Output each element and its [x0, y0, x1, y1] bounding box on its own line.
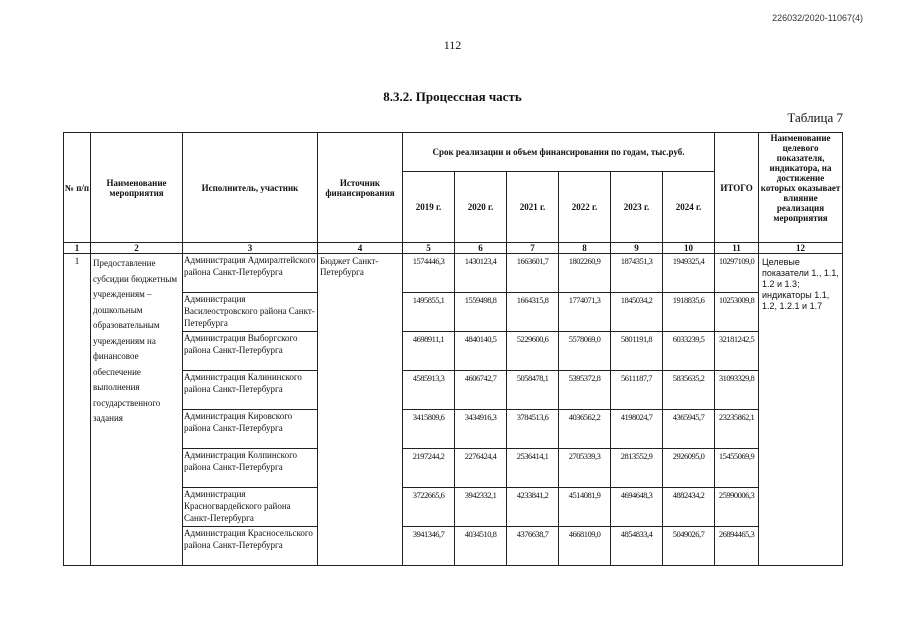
value-cell: 1802260,9	[559, 254, 611, 293]
value-cell: 4036562,2	[559, 410, 611, 449]
value-cell: 1845034,2	[611, 293, 663, 332]
header-indicator: Наименование целевого показателя, индикатора, на достижение которых оказывает влияние реализация мероприятия	[759, 133, 843, 243]
column-number: 8	[559, 243, 611, 254]
header-source: Источник финансирования	[318, 133, 403, 243]
page-number: 112	[443, 38, 462, 52]
indicator-cell: Целевые показатели 1., 1.1, 1.2 и 1.3; индикаторы 1.1, 1.2, 1.2.1 и 1.7	[759, 254, 843, 566]
header-year: 2019 г.	[403, 172, 455, 243]
value-cell: 2276424,4	[455, 449, 507, 488]
value-cell: 6033239,5	[663, 332, 715, 371]
value-cell: 4606742,7	[455, 371, 507, 410]
value-cell: 3722665,6	[403, 488, 455, 527]
header-executor: Исполнитель, участник	[183, 133, 318, 243]
total-cell: 31093329,8	[715, 371, 759, 410]
value-cell: 5395372,8	[559, 371, 611, 410]
column-number: 4	[318, 243, 403, 254]
value-cell: 4198024,7	[611, 410, 663, 449]
executor-cell: Администрация Василеостровского района Санкт-Петербурга	[183, 293, 318, 332]
section-title: 8.3.2. Процессная часть	[383, 89, 522, 104]
value-cell: 2536414,1	[507, 449, 559, 488]
value-cell: 1664315,8	[507, 293, 559, 332]
activity-name: Предоставление субсидии бюджетным учреждениям – дошкольным образовательным учреждениям на финансовое обеспечение выполнения государственного задания	[91, 254, 183, 566]
value-cell: 2926095,0	[663, 449, 715, 488]
column-number: 1	[64, 243, 91, 254]
header-year: 2023 г.	[611, 172, 663, 243]
value-cell: 4376638,7	[507, 527, 559, 566]
value-cell: 1430123,4	[455, 254, 507, 293]
header-year: 2020 г.	[455, 172, 507, 243]
value-cell: 3942332,1	[455, 488, 507, 527]
column-number: 9	[611, 243, 663, 254]
total-cell: 23235862,1	[715, 410, 759, 449]
value-cell: 4694648,3	[611, 488, 663, 527]
header-year: 2024 г.	[663, 172, 715, 243]
value-cell: 1559498,8	[455, 293, 507, 332]
column-number: 6	[455, 243, 507, 254]
table-row	[64, 254, 843, 293]
executor-cell: Администрация Красногвардейского района Санкт-Петербурга	[183, 488, 318, 527]
value-cell: 4365945,7	[663, 410, 715, 449]
table-label: Таблица 7	[787, 110, 843, 125]
value-cell: 1949325,4	[663, 254, 715, 293]
value-cell: 4514081,9	[559, 488, 611, 527]
total-cell: 32181242,5	[715, 332, 759, 371]
value-cell: 2813552,9	[611, 449, 663, 488]
funding-source: Бюджет Санкт-Петербурга	[318, 254, 403, 566]
value-cell: 5229600,6	[507, 332, 559, 371]
executor-cell: Администрация Калининского района Санкт-Петербурга	[183, 371, 318, 410]
value-cell: 2197244,2	[403, 449, 455, 488]
document-number: 226032/2020-11067(4)	[772, 13, 863, 23]
column-number: 2	[91, 243, 183, 254]
value-cell: 1495855,1	[403, 293, 455, 332]
column-number: 10	[663, 243, 715, 254]
header-period: Срок реализации и объем финансирования по годам, тыс.руб.	[403, 133, 715, 172]
value-cell: 4882434,2	[663, 488, 715, 527]
value-cell: 5049026,7	[663, 527, 715, 566]
column-number: 7	[507, 243, 559, 254]
value-cell: 3434916,3	[455, 410, 507, 449]
column-number-row	[64, 243, 843, 254]
value-cell: 4233841,2	[507, 488, 559, 527]
value-cell: 1663601,7	[507, 254, 559, 293]
value-cell: 3784513,6	[507, 410, 559, 449]
header-total: ИТОГО	[715, 133, 759, 243]
value-cell: 4668109,0	[559, 527, 611, 566]
column-number: 12	[759, 243, 843, 254]
executor-cell: Администрация Выборгского района Санкт-Петербурга	[183, 332, 318, 371]
header-num: № п/п	[64, 133, 91, 243]
executor-cell: Администрация Красносельского района Санкт-Петербурга	[183, 527, 318, 566]
total-cell: 25990006,3	[715, 488, 759, 527]
total-cell: 10297109,0	[715, 254, 759, 293]
value-cell: 4854833,4	[611, 527, 663, 566]
total-cell: 15455069,9	[715, 449, 759, 488]
value-cell: 5578069,0	[559, 332, 611, 371]
value-cell: 3941346,7	[403, 527, 455, 566]
value-cell: 1574446,3	[403, 254, 455, 293]
value-cell: 1918835,6	[663, 293, 715, 332]
value-cell: 4585913,3	[403, 371, 455, 410]
value-cell: 1874351,3	[611, 254, 663, 293]
value-cell: 5801191,8	[611, 332, 663, 371]
row-number: 1	[64, 254, 91, 566]
total-cell: 10253009,8	[715, 293, 759, 332]
value-cell: 4034510,8	[455, 527, 507, 566]
value-cell: 5611187,7	[611, 371, 663, 410]
executor-cell: Администрация Кировского района Санкт-Петербурга	[183, 410, 318, 449]
value-cell: 5835635,2	[663, 371, 715, 410]
value-cell: 4698911,1	[403, 332, 455, 371]
value-cell: 4840140,5	[455, 332, 507, 371]
header-year: 2022 г.	[559, 172, 611, 243]
value-cell: 1774071,3	[559, 293, 611, 332]
value-cell: 3415809,6	[403, 410, 455, 449]
executor-cell: Администрация Адмиралтейского района Санкт-Петербурга	[183, 254, 318, 293]
header-activity: Наименование мероприятия	[91, 133, 183, 243]
header-year: 2021 г.	[507, 172, 559, 243]
value-cell: 5058478,1	[507, 371, 559, 410]
total-cell: 26894465,3	[715, 527, 759, 566]
column-number: 3	[183, 243, 318, 254]
column-number: 11	[715, 243, 759, 254]
financing-table	[63, 132, 843, 566]
value-cell: 2705339,3	[559, 449, 611, 488]
column-number: 5	[403, 243, 455, 254]
executor-cell: Администрация Колпинского района Санкт-Петербурга	[183, 449, 318, 488]
